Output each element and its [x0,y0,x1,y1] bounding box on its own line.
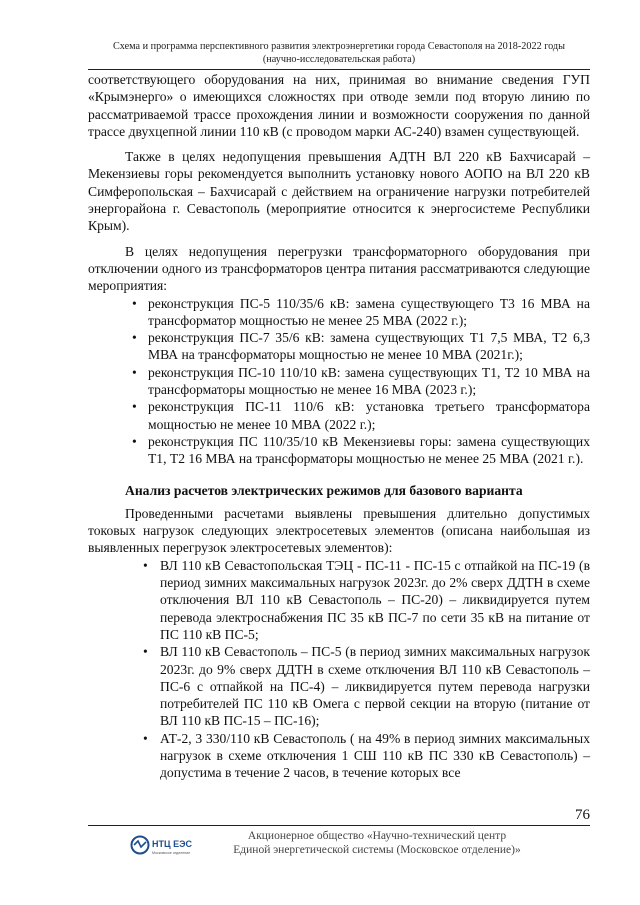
company-logo [130,833,194,859]
list-item [88,730,590,782]
footer-line-2: Единой энергетической системы (Московское отделение)» [233,844,521,856]
list-item-text: реконструкция ПС-7 35/6 кВ: замена существующих Т1 7,5 МВА, Т2 6,3 МВА на трансформаторы мощностью не менее 10 МВА (2021г.); [148,330,590,363]
document-footer [212,829,542,857]
bullet-icon: • [143,557,148,573]
bullet-icon: • [132,433,137,449]
header-title: Схема и программа перспективного развития электроэнергетики города Севастополя на 2018-2022 годы [113,41,565,52]
overload-list [88,557,590,782]
logo-wordmark: НТЦ ЕЭС [152,839,192,849]
list-item-text: ВЛ 110 кВ Севастопольская ТЭЦ - ПС-11 - ПС-15 с отпайкой на ПС-19 (в период зимних максимальных нагрузок 2023г. до 2% сверх ДДТН в схеме отключения ВЛ 110 кВ Севастополь – ПС-20) – ликвидируется путем перевода электроснабжения ПС 35 кВ ПС-7 по сети 35 кВ на питание от ПС 110 кВ ПС-5; [160,557,590,642]
paragraph-2: Также в целях недопущения превышения АДТН ВЛ 220 кВ Бахчисарай – Мекензиевы горы рекомендуется выполнить установку нового АОПО на ВЛ 220 кВ Симферопольская – Бахчисарай с действием на ограничение нагрузки потребителей энергорайона г. Севастополь (мероприятие относится к энергосистеме Республики Крым). [88,149,590,234]
list-item [88,295,590,330]
bullet-icon: • [143,644,148,660]
page-number: 76 [575,807,590,823]
footer-line-1: Акционерное общество «Научно-технический центр [247,830,507,842]
list-item-text: реконструкция ПС-10 110/10 кВ: замена существующих Т1, Т2 10 МВА на трансформаторы мощностью не менее 16 МВА (2023 г.); [148,364,590,398]
bullet-icon: • [132,364,137,380]
list-item [88,329,590,364]
paragraph-4: Проведенными расчетами выявлены превышения длительно допустимых токовых нагрузок следующих электросетевых элементов (описана наибольшая из выявленных перегрузок электросетевых элементов): [88,505,590,556]
list-item [88,557,590,643]
header-subtitle: (научно-исследовательская работа) [262,54,416,65]
section-heading: Анализ расчетов электрических режимов для базового варианта [125,482,523,498]
list-item-text: реконструкция ПС-5 110/35/6 кВ: замена существующего Т3 16 МВА на трансформатор мощностью не менее 25 МВА (2022 г.); [148,295,590,328]
list-item-text: ВЛ 110 кВ Севастополь – ПС-5 (в период зимних максимальных нагрузок 2023г. до 9% сверх ДДТН в схеме отключения ВЛ 110 кВ Севастополь – ПС-6 с отпайкой на ПС-4) – ликвидируется путем перевода нагрузки потребителей ПС 110 кВ Омега с первой секции на вторую (питание от ВЛ 110 кВ ПС-15 – ПС-16); [160,644,590,729]
list-item [88,433,590,468]
bullet-icon: • [132,399,137,415]
page-body [88,71,590,782]
measures-list [88,295,590,468]
list-item [88,364,590,399]
logo-subtext: Московское отделение [152,851,191,855]
list-item [88,643,590,729]
paragraph-3: В целях недопущения перегрузки трансформаторного оборудования при отключении одного из трансформаторов центра питания рассматриваются следующие мероприятия: [88,243,590,294]
bullet-icon: • [132,295,137,311]
bullet-icon: • [143,730,148,746]
header-divider [88,69,590,70]
bullet-icon: • [132,330,137,346]
footer-divider [88,825,590,826]
list-item [88,398,590,433]
list-item-text: реконструкция ПС-11 110/6 кВ: установка третьего трансформатора мощностью не менее 10 МВА (2022 г.); [148,399,590,432]
list-item-text: реконструкция ПС 110/35/10 кВ Мекензиевы горы: замена существующих Т1, Т2 16 МВА на трансформаторы мощностью не менее 25 МВА (2021 г.). [148,433,590,467]
paragraph-1: соответствующего оборудования на них, принимая во внимание сведения ГУП «Крымэнерго» о имеющихся сложностях при отводе земли под вторую линию по рассматриваемой трассе прохождения линии и возможности сооружения по данной трассе двухцепной линии 110 кВ (с проводом марки АС-240) взамен существующей. [88,72,590,139]
document-header [88,40,590,66]
list-item-text: АТ-2, 3 330/110 кВ Севастополь ( на 49% в период зимних максимальных нагрузок в схеме отключения 1 СШ 110 кВ ПС 330 кВ Севастополь) – допустима в течение 2 часов, в течение которых все [160,730,590,781]
